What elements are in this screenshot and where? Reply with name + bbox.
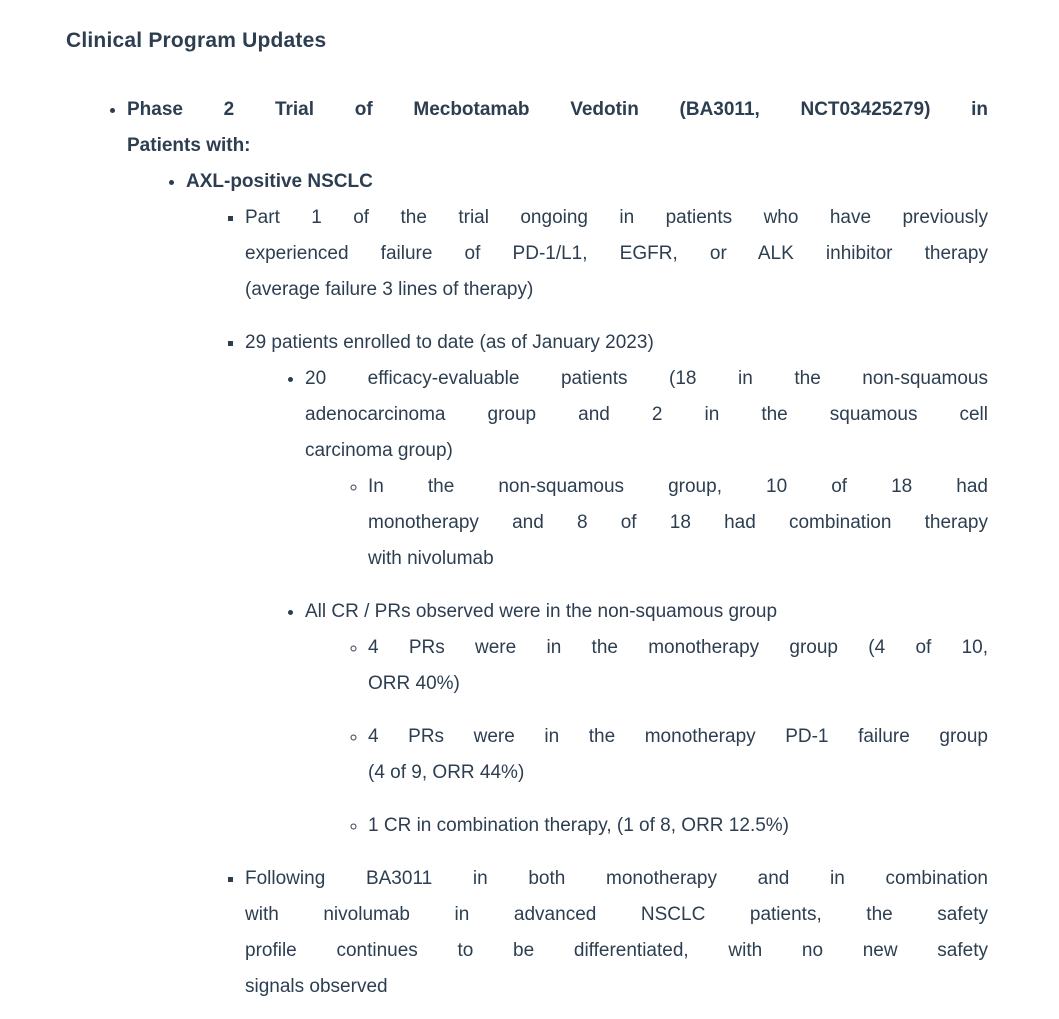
page-title: Clinical Program Updates (66, 29, 327, 52)
bullet-efficacy-evaluable (305, 361, 988, 577)
part1-status-line-3: (average failure 3 lines of therapy) (245, 279, 534, 300)
monotherapy-prs-line-2: ORR 40%) (368, 673, 460, 694)
phase2-trial-line-2: Patients with: (127, 135, 251, 156)
combination-cr-line-1: ◦ 1 CR in combination therapy, (1 of 8, ORR 12.5%) (368, 815, 790, 836)
safety-profile-line-2: with nivolumab in advanced NSCLC patients, the safety (245, 904, 988, 925)
bullet-enrollment (245, 325, 988, 844)
part1-status-line-2: experienced failure of PD-1/L1, EGFR, or ALK inhibitor therapy (245, 243, 988, 264)
safety-profile-line-3: profile continues to be differentiated, with no new safety (245, 940, 988, 961)
enrollment-detail-list (245, 361, 988, 844)
bullet-phase2-trial (127, 92, 988, 1005)
response-detail-list (305, 630, 988, 844)
safety-profile-line-1: ▪ Following BA3011 in both monotherapy and in combination (245, 868, 988, 889)
bullet-monotherapy-prs (368, 630, 988, 702)
indication-list (127, 164, 988, 1005)
enrollment-line-1: ▪ 29 patients enrolled to date (as of January 2023) (245, 332, 654, 353)
cr-pr-summary-line-1: • All CR / PRs observed were in the non-squamous group (305, 601, 778, 622)
trial-detail-list (186, 200, 988, 1005)
bullet-axl-nsclc (186, 164, 988, 1005)
part1-status-line-1: ▪ Part 1 of the trial ongoing in patients who have previously (245, 207, 988, 228)
bullet-safety-profile (245, 861, 988, 1005)
bullet-combination-cr (368, 808, 988, 844)
non-squamous-breakdown-line-1: ◦ In the non-squamous group, 10 of 18 had (368, 476, 988, 497)
non-squamous-breakdown-line-2: monotherapy and 8 of 18 had combination therapy (368, 512, 988, 533)
phase2-trial-line-1: • Phase 2 Trial of Mecbotamab Vedotin (BA3011, NCT03425279) in (127, 99, 988, 120)
axl-nsclc-label: • AXL-positive NSCLC (186, 171, 373, 192)
efficacy-evaluable-line-1: • 20 efficacy-evaluable patients (18 in the non-squamous (305, 368, 988, 389)
bullet-part1-status (245, 200, 988, 308)
efficacy-evaluable-line-3: carcinoma group) (305, 440, 453, 461)
non-squamous-breakdown-line-3: with nivolumab (368, 548, 494, 569)
bullet-non-squamous-breakdown (368, 469, 988, 577)
safety-profile-line-4: signals observed (245, 976, 388, 997)
outline-list (66, 92, 988, 1005)
efficacy-breakdown-list (305, 469, 988, 577)
bullet-pd1-failure-prs (368, 719, 988, 791)
monotherapy-prs-line-1: ◦ 4 PRs were in the monotherapy group (4 of 10, (368, 637, 988, 658)
pd1-failure-prs-line-2: (4 of 9, ORR 44%) (368, 762, 525, 783)
bullet-cr-pr-summary (305, 594, 988, 844)
pd1-failure-prs-line-1: ◦ 4 PRs were in the monotherapy PD-1 failure group (368, 726, 988, 747)
efficacy-evaluable-line-2: adenocarcinoma group and 2 in the squamous cell (305, 404, 988, 425)
